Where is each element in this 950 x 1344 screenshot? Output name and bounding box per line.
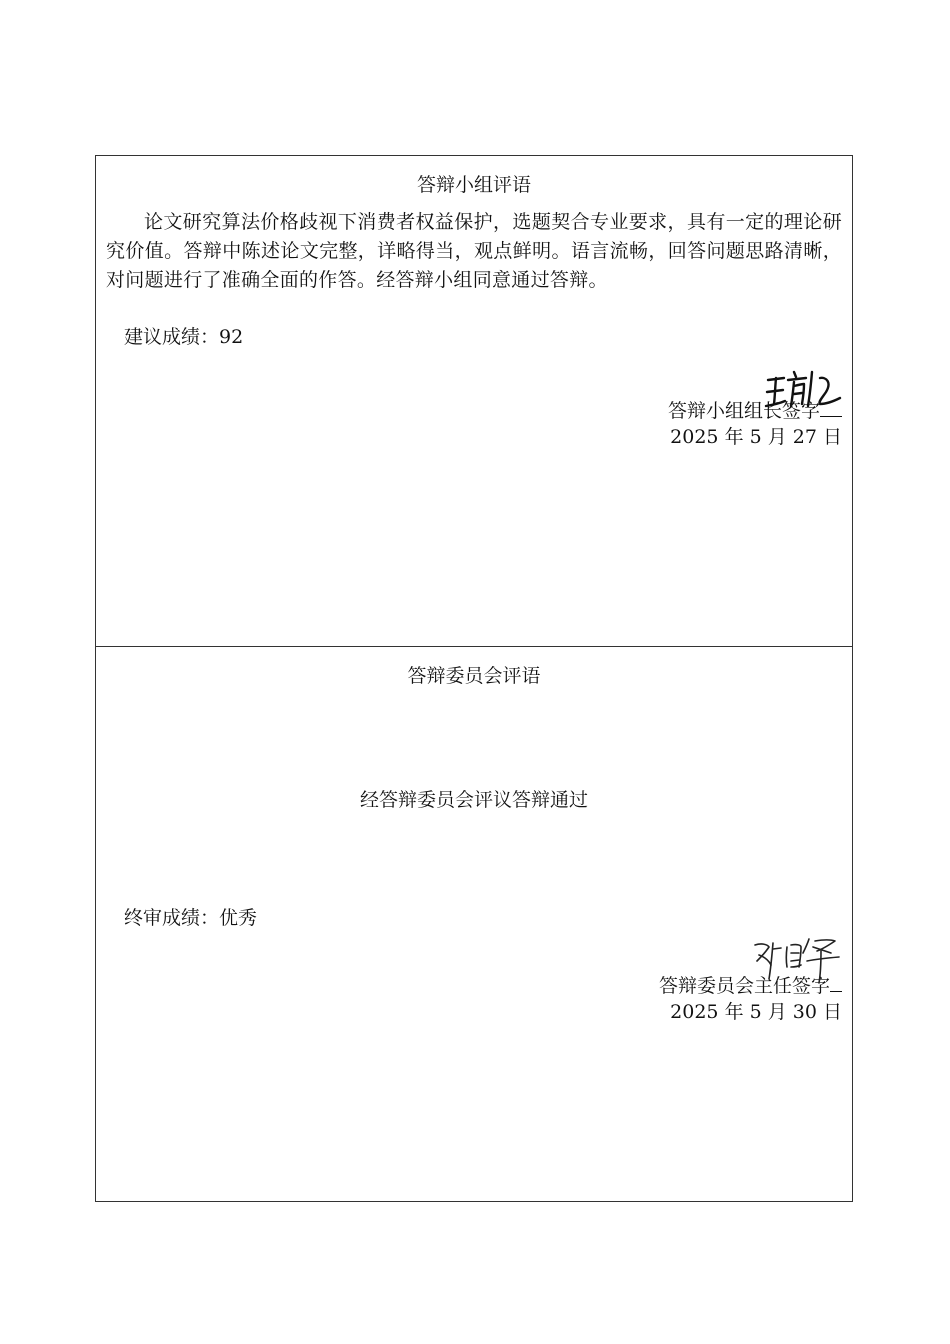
review-form-table [95, 155, 853, 1202]
committee-chair-sign-label: 答辩委员会主任签字 [658, 975, 830, 997]
committee-chair-sign-line [659, 973, 842, 999]
group-review-date: 2025 年 5 月 27 日 [670, 426, 842, 448]
final-grade: 终审成绩：优秀 [124, 907, 258, 929]
committee-review-title: 答辩委员会评语 [407, 665, 541, 687]
committee-verdict: 经答辩委员会评议答辩通过 [359, 789, 588, 811]
suggested-grade: 建议成绩：92 [124, 326, 244, 348]
group-leader-sign-label: 答辩小组组长签字 [667, 400, 820, 422]
sign-underline [830, 973, 842, 992]
group-review-title: 答辩小组评语 [416, 174, 531, 196]
committee-review-date: 2025 年 5 月 30 日 [670, 1001, 842, 1023]
committee-review-section [96, 647, 852, 1201]
group-review-comment: 论文研究算法价格歧视下消费者权益保护，选题契合专业要求，具有一定的理论研究价值。答辩中陈述论文完整，详略得当，观点鲜明。语言流畅，回答问题思路清晰，对问题进行了准确全面的作答。经答辩小组同意通过答辩。 [106, 211, 842, 291]
group-leader-sign-line [668, 398, 842, 424]
sign-underline [820, 398, 842, 417]
group-review-section [96, 156, 852, 647]
